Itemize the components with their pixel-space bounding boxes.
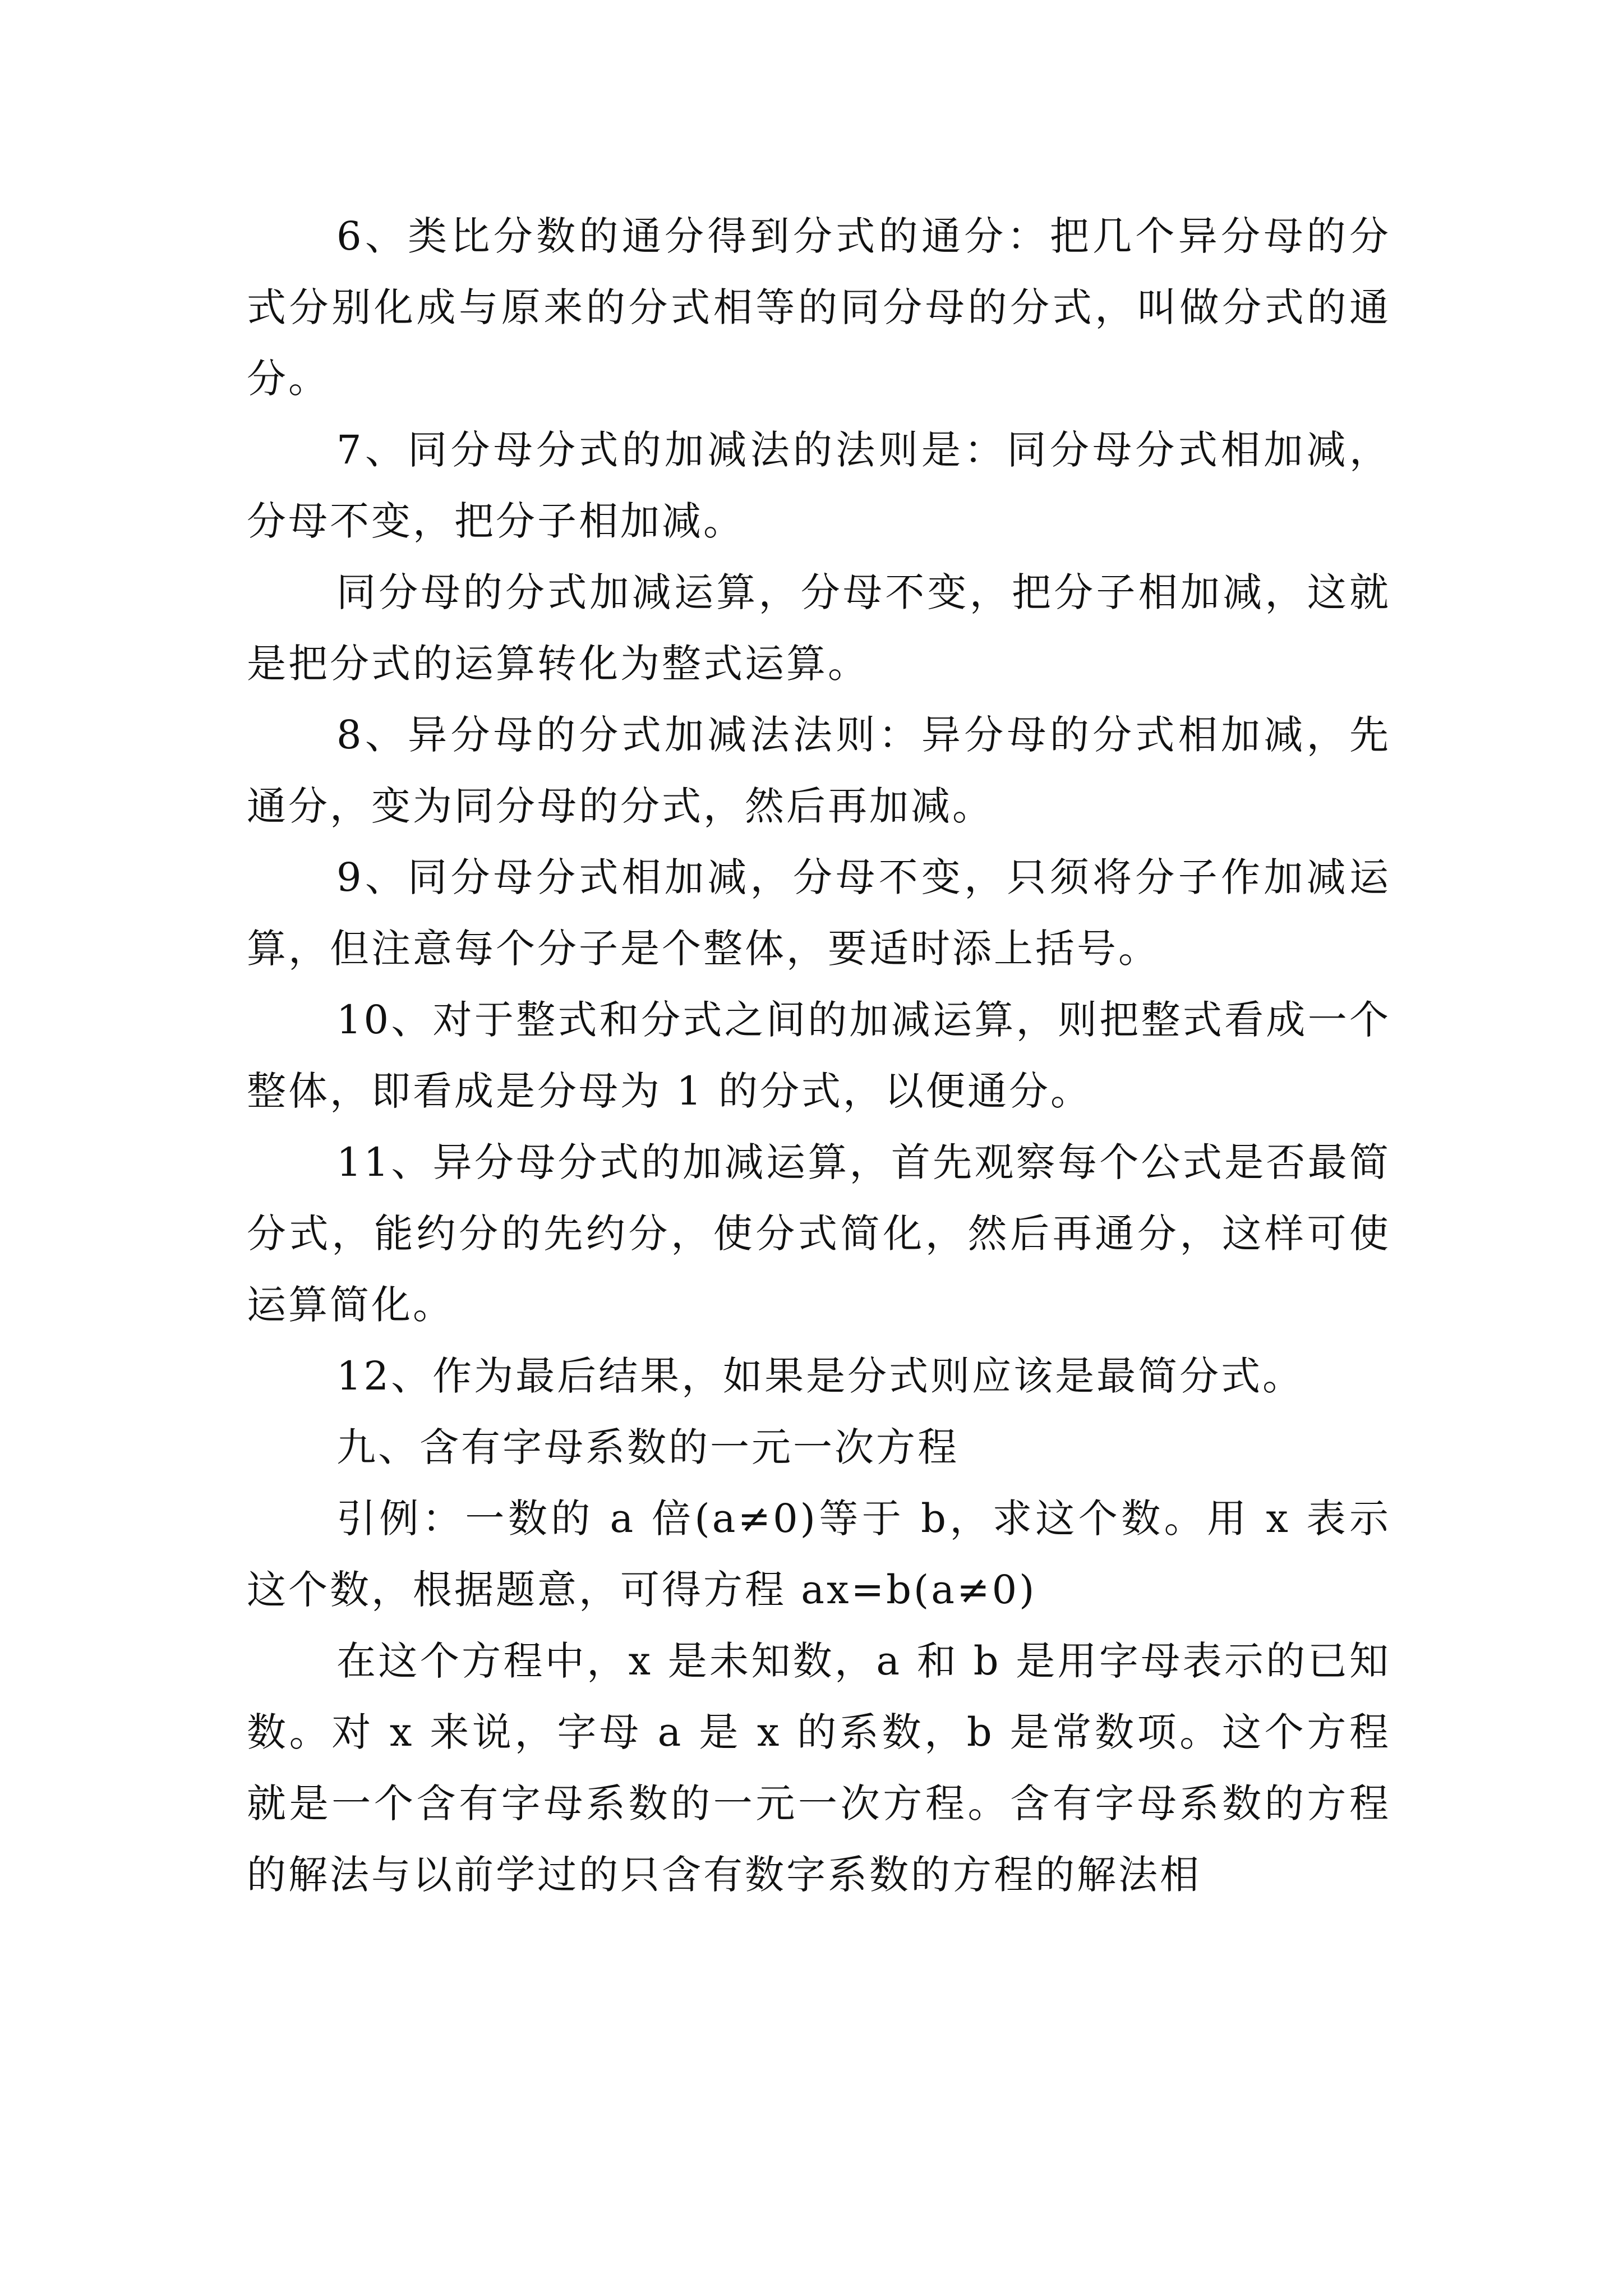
section-heading: 九、含有字母系数的一元一次方程: [336, 1424, 959, 1470]
document-body: [247, 201, 1391, 1911]
paragraph-rule-7-note: 同分母的分式加减运算，分母不变，把分子相加减，这就是把分式的运算转化为整式运算。: [247, 569, 1391, 687]
paragraph-rule-7: 7、同分母分式的加减法的法则是：同分母分式相加减，分母不变，把分子相加减。: [247, 427, 1391, 544]
paragraph-rule-11: 11、异分母分式的加减运算，首先观察每个公式是否最简分式，能约分的先约分，使分式简化，然后再通分，这样可使运算简化。: [247, 1139, 1391, 1328]
paragraph-rule-9: 9、同分母分式相加减，分母不变，只须将分子作加减运算，但注意每个分子是个整体，要适时添上括号。: [247, 854, 1391, 972]
paragraph-rule-6: 6、类比分数的通分得到分式的通分：把几个异分母的分式分别化成与原来的分式相等的同分母的分式，叫做分式的通分。: [247, 213, 1391, 402]
paragraph-rule-12: 12、作为最后结果，如果是分式则应该是最简分式。: [336, 1353, 1304, 1399]
paragraph-rule-10: 10、对于整式和分式之间的加减运算，则把整式看成一个整体，即看成是分母为 1 的分式，以便通分。: [247, 997, 1391, 1114]
paragraph-example: 引例：一数的 a 倍(a≠0)等于 b，求这个数。用 x 表示这个数，根据题意，可得方程 ax=b(a≠0): [247, 1496, 1391, 1613]
paragraph-rule-8: 8、异分母的分式加减法法则：异分母的分式相加减，先通分，变为同分母的分式，然后再加减。: [247, 712, 1391, 829]
paragraph-explanation: 在这个方程中，x 是未知数，a 和 b 是用字母表示的已知数。对 x 来说，字母 a 是 x 的系数，b 是常数项。这个方程就是一个含有字母系数的一元一次方程。含有字母系数的方程的解法与以前学过的只含有数字系数的方程的解法相: [247, 1638, 1391, 1898]
